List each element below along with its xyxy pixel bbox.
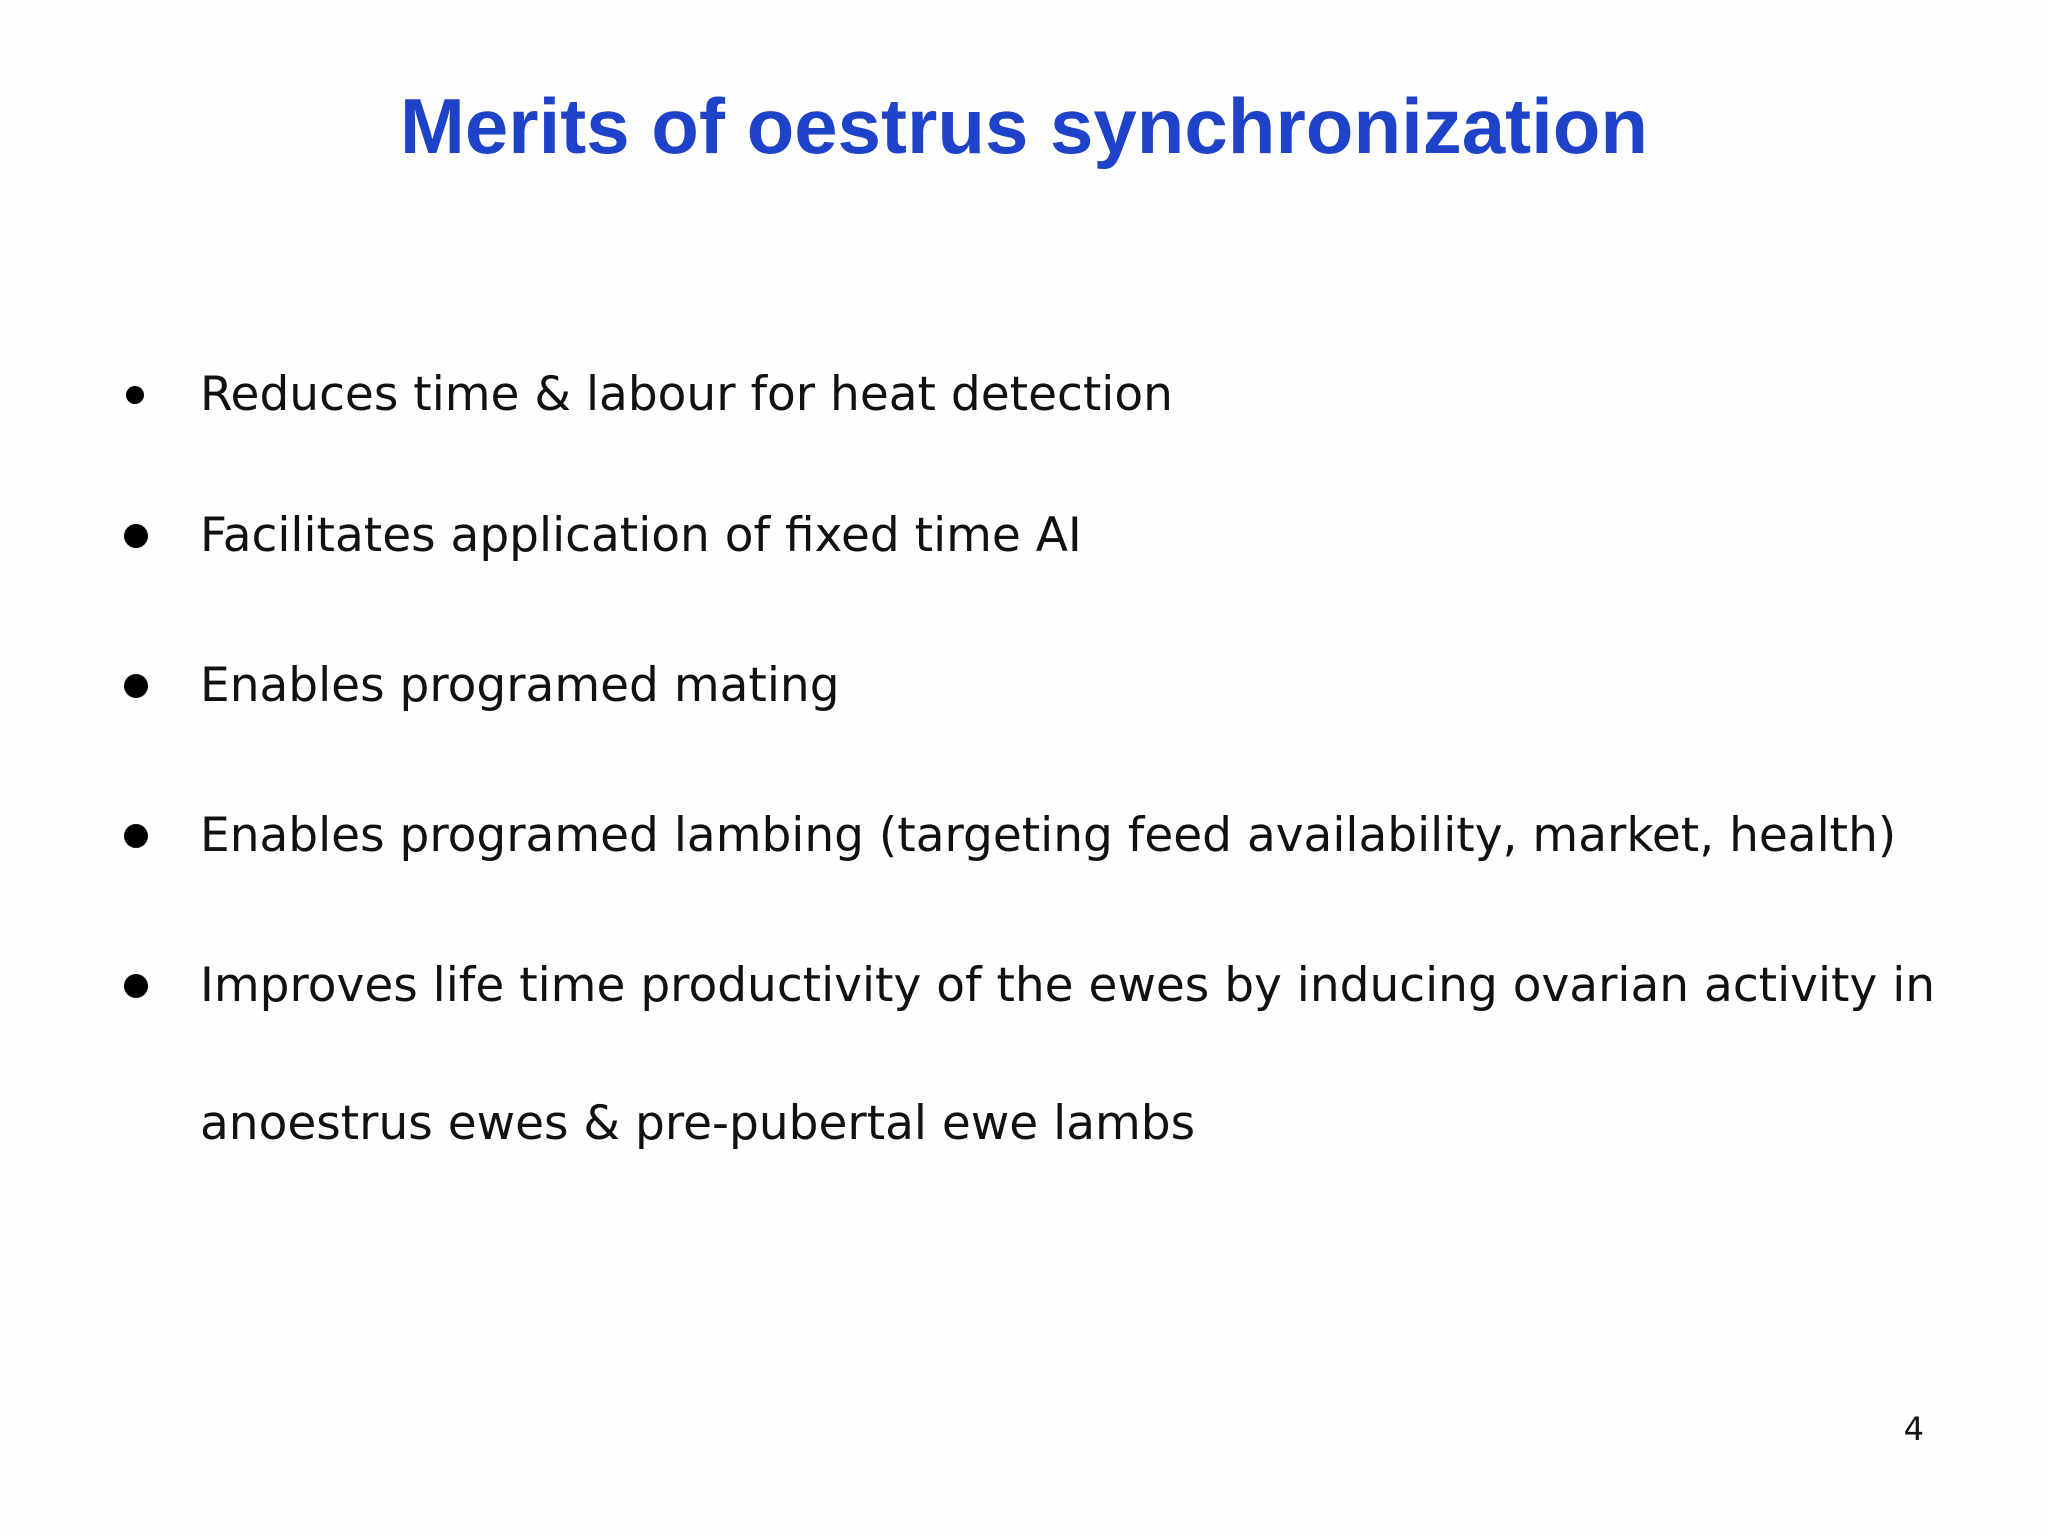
bullet-text: Improves life time productivity of the ewes by inducing ovarian activity in anoestrus ewes & pre-pubertal ewe lambs: [200, 958, 1936, 1151]
bullet-text: Enables programed lambing (targeting feed availability, market, health): [200, 808, 1897, 863]
page-number: 4: [1903, 1410, 1924, 1448]
bullet-icon: [124, 824, 148, 848]
bullet-icon: [124, 524, 148, 548]
bullet-icon: [126, 386, 144, 404]
bullet-icon: [124, 974, 148, 998]
bullet-text: Facilitates application of fixed time AI: [200, 508, 1082, 563]
bullet-text: Enables programed mating: [200, 658, 840, 713]
slide-title: Merits of oestrus synchronization: [399, 82, 1649, 170]
bullet-icon: [124, 674, 148, 698]
bullet-text: Reduces time & labour for heat detection: [200, 367, 1173, 422]
